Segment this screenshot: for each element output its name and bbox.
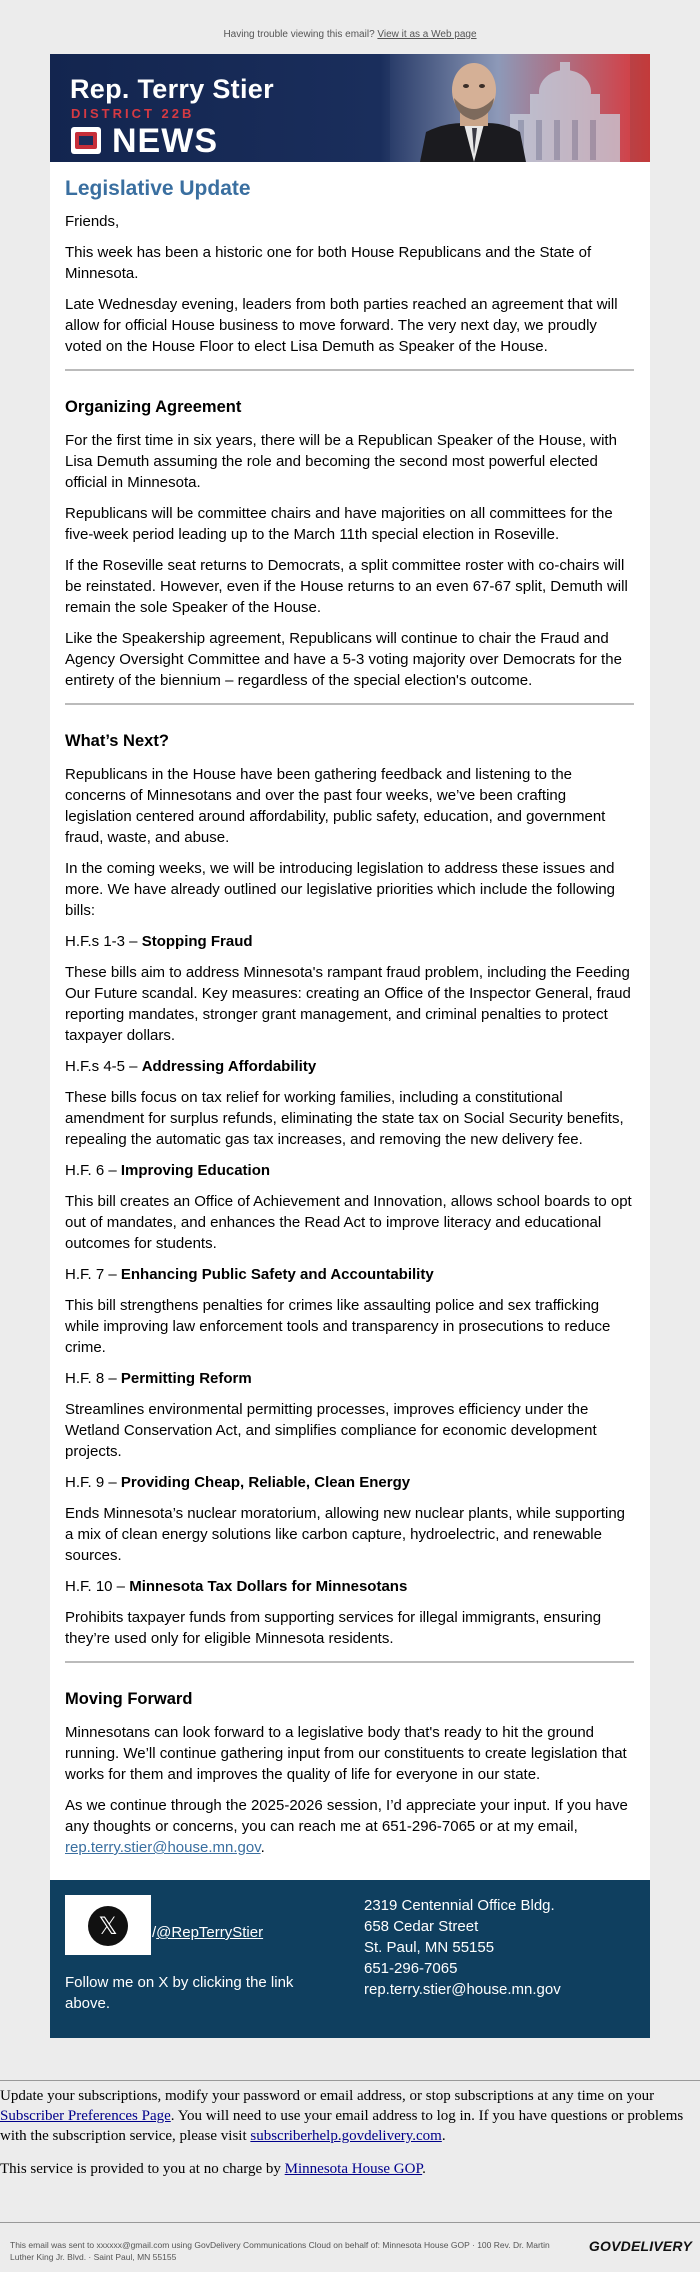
body-paragraph: Minnesotans can look forward to a legislative body that's ready to hit the ground running. We’ll continue gathering input from our constituents to create legislation that works for them and improves the quality of life for everyone in our state.: [65, 1724, 627, 1783]
bill-number: H.F. 8 –: [65, 1370, 121, 1387]
intro-paragraph: This week has been a historic one for both House Republicans and the State of Minnesota.: [65, 244, 592, 282]
body-paragraph: In the coming weeks, we will be introducing legislation to address these issues and more. We have already outlined our legislative priorities which include the following bills:: [65, 860, 616, 919]
body-paragraph: Republicans in the House have been gathering feedback and listening to the concerns of Minnesotans and over the past four weeks, we’ve been crafting legislation centered around affordability, public safety, education, and government fraud, waste, and abuse.: [65, 766, 606, 846]
bill-number: H.F. 7 –: [65, 1266, 121, 1283]
bill-name: Minnesota Tax Dollars for Minnesotans: [129, 1578, 408, 1595]
contact-footer: [50, 1880, 650, 2038]
body-paragraph: Like the Speakership agreement, Republicans will continue to chair the Fraud and Agency Oversight Committee and have a 5-3 voting majority over Democrats for the entirety of the biennium – regardless of the special election's outcome.: [65, 630, 622, 689]
bill-number: H.F. 10 –: [65, 1578, 130, 1595]
section-divider: [65, 369, 634, 371]
bill-name: Addressing Affordability: [141, 1058, 317, 1075]
section-divider: [65, 703, 634, 705]
bill-number: H.F. 9 –: [65, 1474, 121, 1491]
govdelivery-logo[interactable]: GOVDELIVERY: [588, 2238, 692, 2254]
footer-email: rep.terry.stier@house.mn.gov: [364, 1981, 561, 1998]
x-logo-icon[interactable]: 𝕏: [88, 1906, 128, 1946]
bill-heading: [65, 1264, 634, 1285]
contact-text: As we continue through the 2025-2026 session, I’d appreciate your input. If you have any thoughts or concerns, you can reach me at 651-296-7065 or at my email,: [65, 1797, 628, 1835]
body-paragraph: For the first time in six years, there will be a Republican Speaker of the House, with Lisa Demuth assuming the role and becoming the second most powerful elected official in Minnesota.: [65, 432, 617, 491]
x-handle-link[interactable]: [152, 1924, 263, 1941]
bill-heading: [65, 931, 634, 952]
web-view-text: Having trouble viewing this email?: [223, 29, 375, 40]
house-gop-link[interactable]: Minnesota House GOP: [284, 2161, 423, 2177]
office-address: [364, 1895, 561, 2000]
bill-heading: [65, 1576, 634, 1597]
bill-name: Permitting Reform: [120, 1370, 252, 1387]
bill-heading: [65, 1056, 634, 1077]
legal-text: This email was sent to xxxxxx@gmail.com using GovDelivery Communications Cloud on behalf of: Minnesota House GOP · 100 Rev. Dr. Martin Luther King Jr. Blvd. · Saint Paul, MN 55155: [10, 2240, 550, 2262]
bill-name: Improving Education: [120, 1162, 271, 1179]
x-follow-text: Follow me on X by clicking the link above.: [65, 1974, 294, 2012]
banner-name: Rep. Terry Stier: [70, 74, 274, 104]
bill-heading: [65, 1472, 634, 1493]
banner-district: DISTRICT 22B: [71, 106, 195, 121]
body-paragraph: If the Roseville seat returns to Democrats, a split committee roster with co-chairs will be reinstated. However, even if the House returns to an even 67-67 split, Demuth will remain the sole Speaker of the House.: [65, 557, 628, 616]
bill-description: These bills focus on tax relief for working families, including a constitutional amendment for surplus refunds, eliminating the state tax on Social Security benefits, repealing the automatic gas tax increases, and removing the new delivery fee.: [65, 1089, 624, 1148]
bill-name: Enhancing Public Safety and Accountability: [120, 1266, 434, 1283]
greeting: Friends,: [65, 213, 120, 230]
section-heading-organizing: Organizing Agreement: [65, 398, 242, 416]
header-banner: [50, 54, 650, 162]
email-link[interactable]: rep.terry.stier@house.mn.gov: [65, 1839, 261, 1856]
address-line: St. Paul, MN 55155: [364, 1939, 495, 1956]
bill-description: Prohibits taxpayer funds from supporting services for illegal immigrants, ensuring they’re used only for eligible Minnesota residents.: [65, 1609, 602, 1647]
subscription-footer: [0, 2080, 700, 2192]
bill-description: Streamlines environmental permitting processes, improves efficiency under the Wetland Conservation Act, and simplifies compliance for economic development projects.: [65, 1401, 597, 1460]
footer-divider: [0, 2080, 700, 2081]
contact-paragraph: [65, 1795, 634, 1858]
x-logo-box[interactable]: [65, 1895, 151, 1955]
bill-name: Providing Cheap, Reliable, Clean Energy: [120, 1474, 411, 1491]
bill-heading: [65, 1368, 634, 1389]
service-text: This service is provided to you at no charge by: [0, 2161, 285, 2177]
subscriber-preferences-link[interactable]: Subscriber Preferences Page: [0, 2108, 171, 2124]
house-logo-icon: [71, 127, 101, 154]
bill-number: H.F. 6 –: [65, 1162, 121, 1179]
intro-paragraph: Late Wednesday evening, leaders from both parties reached an agreement that will allow for official House business to move forward. The very next day, we proudly voted on the House Floor to elect Lisa Demuth as Speaker of the House.: [65, 296, 618, 355]
section-heading-forward: Moving Forward: [65, 1690, 193, 1708]
body-paragraph: Republicans will be committee chairs and have majorities on all committees for the five-week period leading up to the March 11th special election in Roseville.: [65, 505, 613, 543]
subscription-text: . You will need to use your email address to log in. If you have questions or problems with the subscription service, please visit: [0, 2108, 684, 2144]
subscription-text: .: [441, 2128, 446, 2144]
bill-description: This bill strengthens penalties for crimes like assaulting police and sex trafficking while improving law enforcement tools and transparency in prosecutions to reduce crime.: [65, 1297, 611, 1356]
web-view-link[interactable]: View it as a Web page: [377, 29, 477, 40]
subscription-paragraph: [0, 2086, 700, 2146]
service-text: .: [422, 2161, 426, 2177]
bill-heading: [65, 1160, 634, 1181]
bill-description: These bills aim to address Minnesota's rampant fraud problem, including the Feeding Our Future scandal. Key measures: creating an Office of the Inspector General, fraud reporting mandates, stronger grant management, and criminal penalties to protect taxpayer dollars.: [65, 964, 631, 1044]
section-heading-next: What’s Next?: [65, 732, 169, 750]
bill-description: This bill creates an Office of Achievement and Innovation, allows school boards to opt out of mandates, and enhances the Read Act to improve literacy and educational outcomes for students.: [65, 1193, 632, 1252]
address-line: 658 Cedar Street: [364, 1918, 479, 1935]
contact-period: .: [260, 1839, 265, 1856]
bill-description: Ends Minnesota’s nuclear moratorium, allowing new nuclear plants, while supporting a mix of clean energy solutions like carbon capture, hydroelectric, and renewable sources.: [65, 1505, 626, 1564]
service-paragraph: [0, 2159, 700, 2179]
capitol-portrait-image: [390, 54, 630, 162]
bill-number: H.F.s 4-5 –: [65, 1058, 142, 1075]
web-view-note: [0, 0, 700, 54]
page-title: Legislative Update: [65, 177, 251, 200]
x-handle[interactable]: @RepTerryStier: [156, 1924, 264, 1941]
address-line: 2319 Centennial Office Bldg.: [364, 1897, 555, 1914]
section-divider: [65, 1661, 634, 1663]
subscription-text: Update your subscriptions, modify your password or email address, or stop subscriptions at any time on your: [0, 2088, 655, 2104]
phone-number: 651-296-7065: [364, 1960, 458, 1977]
bill-name: Stopping Fraud: [141, 933, 253, 950]
banner-news: NEWS: [112, 122, 218, 160]
bill-number: H.F.s 1-3 –: [65, 933, 142, 950]
subscriber-help-link[interactable]: subscriberhelp.govdelivery.com: [250, 2128, 442, 2144]
email-card: [50, 54, 650, 2038]
x-handle-slash: /: [152, 1924, 157, 1941]
